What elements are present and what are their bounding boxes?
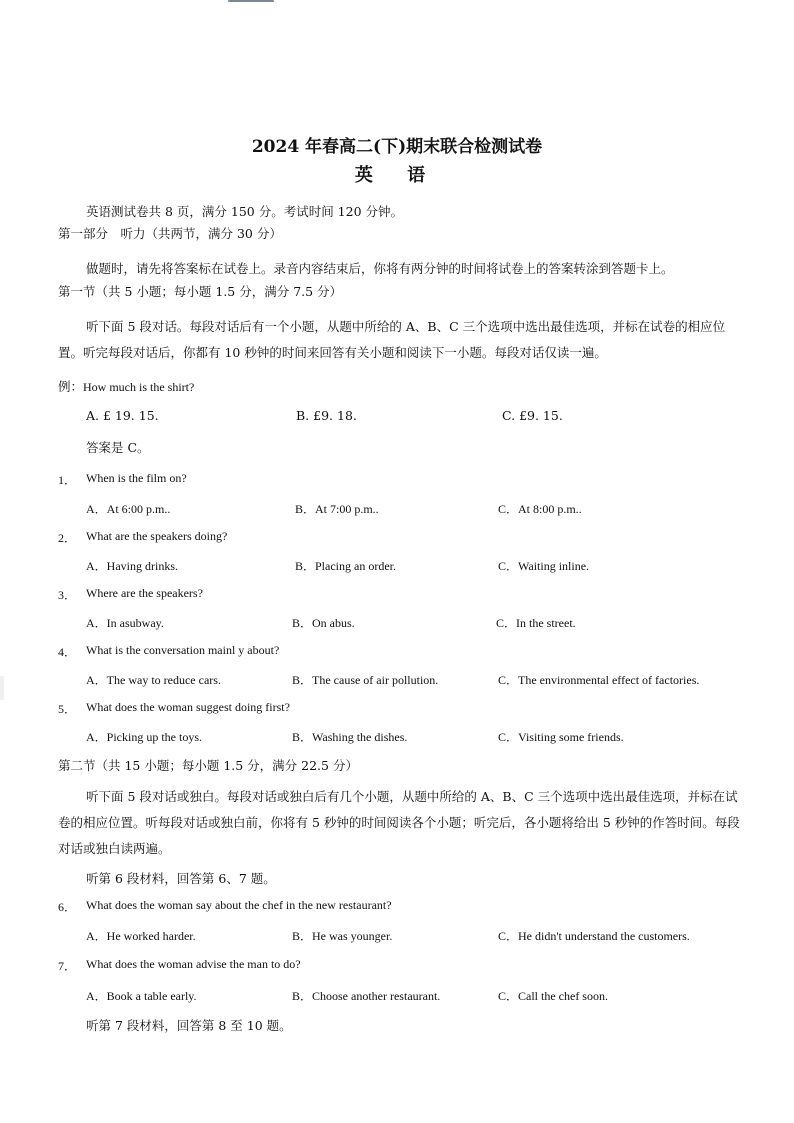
- question-number: 1．: [58, 473, 77, 487]
- example-question: [58, 377, 194, 395]
- example-option-c: C. £9. 15.: [502, 408, 563, 423]
- question-number: 5．: [58, 702, 77, 716]
- question-number: 2．: [58, 531, 77, 545]
- option-b: B．Washing the dishes.: [292, 730, 408, 744]
- intro-text: 英语测试卷共 8 页，满分 150 分。考试时间 120 分钟。: [86, 204, 404, 219]
- option-b: B．The cause of air pollution.: [292, 673, 439, 687]
- option-c: C．Waiting inline.: [498, 559, 590, 573]
- question-text: Where are the speakers?: [86, 586, 203, 600]
- page-title: 2024 年春高二(下)期末联合检测试卷: [251, 137, 543, 157]
- question-text: What are the speakers doing?: [86, 529, 228, 543]
- section2-instruction: 听下面 5 段对话或独白。每段对话或独白后有几个小题，从题中所给的 A、B、C 三个选项中选出最佳选项，并标在试卷的相应位置。听每段对话或独白前，你将有 5 秒钟的时间阅读各个小题；听完后，各小题将给出 5 秒钟的作答时间。每段对话或独白读两遍。: [58, 789, 740, 856]
- question-number: 7．: [58, 959, 77, 973]
- option-b: B．He was younger.: [292, 929, 393, 943]
- question-text: What is the conversation mainl y about?: [86, 643, 280, 657]
- option-b: B．Placing an order.: [295, 559, 396, 573]
- option-a: A．The way to reduce cars.: [86, 673, 221, 687]
- option-a: A．Book a table early.: [86, 989, 197, 1003]
- question-text: What does the woman advise the man to do?: [86, 957, 301, 971]
- section1-instruction: 听下面 5 段对话。每段对话后有一个小题，从题中所给的 A、B、C 三个选项中选出最佳选项，并标在试卷的相应位置。听完每段对话后，你都有 10 秒钟的时间来回答有关小题和阅读下一小题。每段对话仅读一遍。: [58, 319, 726, 360]
- section1-heading: 第一节（共 5 小题；每小题 1.5 分，满分 7.5 分）: [58, 284, 343, 299]
- option-a: A．Picking up the toys.: [86, 730, 202, 744]
- scan-mark: [228, 0, 274, 2]
- option-b: B．On abus.: [292, 616, 355, 630]
- option-a: A．In asubway.: [86, 616, 164, 630]
- option-c: C．Call the chef soon.: [498, 989, 608, 1003]
- question-text: When is the film on?: [86, 471, 187, 485]
- example-answer: 答案是 C。: [86, 440, 150, 455]
- scan-edge-mark: [0, 676, 4, 700]
- option-c: C．Visiting some friends.: [498, 730, 624, 744]
- example-option-a: A. £ 19. 15.: [86, 408, 159, 423]
- option-c: C．At 8:00 p.m..: [498, 502, 582, 516]
- question-text: What does the woman suggest doing first?: [86, 700, 290, 714]
- subject-title: 英 语: [354, 165, 440, 186]
- question-text: What does the woman say about the chef in the new restaurant?: [86, 898, 392, 912]
- section2-heading: 第二节（共 15 小题；每小题 1.5 分，满分 22.5 分）: [58, 758, 358, 773]
- material-6-label: 听第 6 段材料，回答第 6、7 题。: [86, 871, 276, 886]
- material-7-label: 听第 7 段材料，回答第 8 至 10 题。: [86, 1018, 292, 1033]
- option-c: C．The environmental effect of factories.: [498, 673, 700, 687]
- part1-instruction: 做题时，请先将答案标在试卷上。录音内容结束后，你将有两分钟的时间将试卷上的答案转涂到答题卡上。: [86, 261, 674, 276]
- example-question-text: How much is the shirt?: [83, 380, 195, 394]
- option-c: C．In the street.: [496, 616, 576, 630]
- example-label: 例：: [58, 379, 84, 394]
- question-number: 6．: [58, 900, 77, 914]
- example-option-b: B. £9. 18.: [296, 408, 357, 423]
- question-number: 4．: [58, 645, 77, 659]
- option-b: B．Choose another restaurant.: [292, 989, 441, 1003]
- option-b: B．At 7:00 p.m..: [295, 502, 379, 516]
- option-c: C．He didn't understand the customers.: [498, 929, 690, 943]
- part1-heading: 第一部分 听力（共两节，满分 30 分）: [58, 226, 282, 241]
- option-a: A．He worked harder.: [86, 929, 196, 943]
- question-number: 3．: [58, 588, 77, 602]
- option-a: A．Having drinks.: [86, 559, 178, 573]
- option-a: A．At 6:00 p.m..: [86, 502, 171, 516]
